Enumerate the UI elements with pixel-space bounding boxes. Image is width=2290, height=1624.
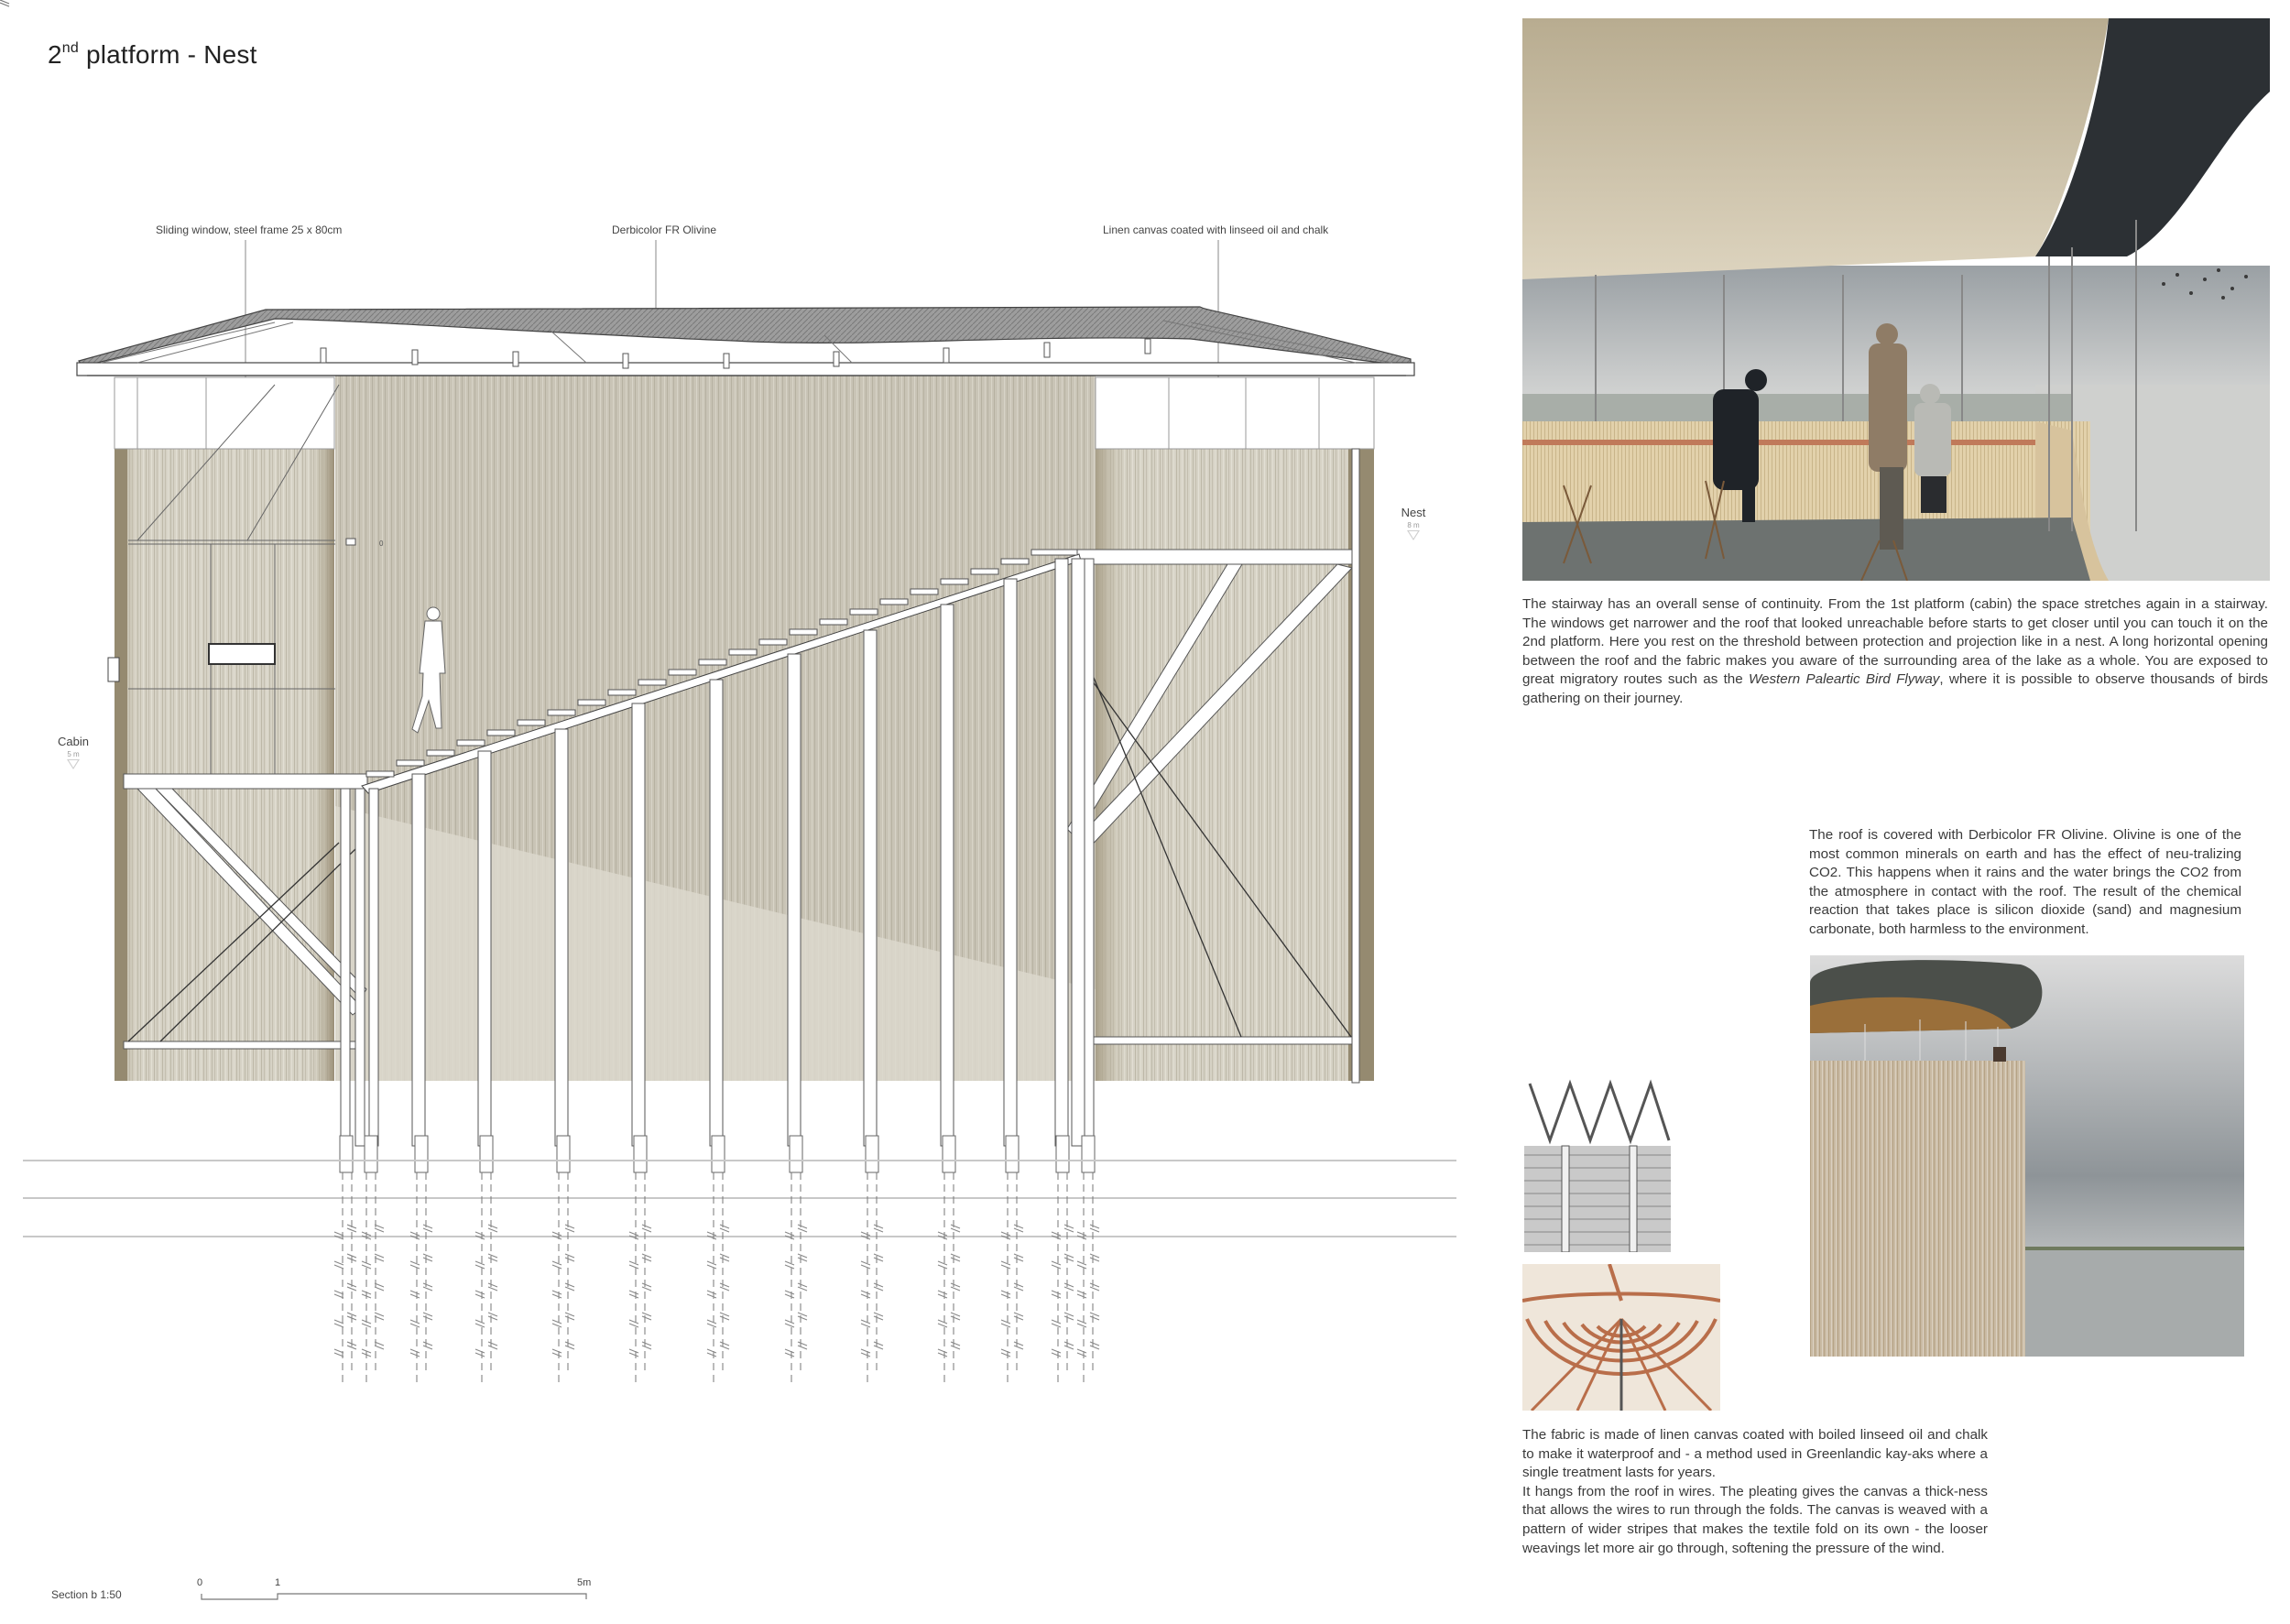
level-name: Cabin (58, 735, 89, 748)
small-mark: 0 (379, 540, 384, 548)
paragraph-fabric-part-2: It hangs from the roof in wires. The pleating gives the canvas a thick-ness that allows the wires to run through the folds. The canvas is weaved with a pattern of wider stripes that makes the textile fold on its own - the looser weavings let more air go through, softening the pressure of the wind. (1522, 1483, 1988, 1556)
paragraph-stairway-text: The stairway has an overall sense of continuity. From the 1st platform (cabin) the space stretches again in a stairway. The windows get narrower and the roof that looked unreachable before starts to get closer until you can touch it on the 2nd platform. Here you rest on the threshold between protection and projection like in a nest. A long horizontal opening between the roof and the fabric makes you aware of the surrounding area of the lake as a whole. You are exposed to great migratory routes such as the (1522, 596, 2268, 688)
photo-tower-exterior-render (1810, 955, 2244, 1357)
roof (77, 307, 1414, 376)
paragraph-stairway-italic: Western Paleartic Bird Flyway (1748, 671, 1940, 688)
paragraph-stairway (1522, 595, 2268, 709)
photo-kayak-frame-render (1522, 1264, 1720, 1411)
level-height: 5 m (67, 750, 80, 758)
sketch-pleat-render (1522, 1076, 1673, 1252)
scale-bar (202, 1594, 586, 1599)
paragraph-fabric-part-1: The fabric is made of linen canvas coated with boiled linseed oil and chalk to make it waterproof and - a method used in Greenlandic kay-aks where a single treatment lasts for years. (1522, 1427, 1988, 1481)
level-triangle-icon (1407, 530, 1420, 540)
sliding-window (209, 644, 275, 664)
paragraph-fabric (1522, 1426, 1988, 1558)
photo-tower-exterior (1810, 955, 2244, 1357)
title-suffix: nd (61, 40, 79, 56)
ground-lines (23, 1161, 1456, 1237)
level-triangle-icon (67, 759, 80, 769)
paragraph-roof: The roof is covered with Derbicolor FR Olivine. Olivine is one of the most common minerals on earth and has the effect of neu-tralizing CO2. This happens when it rains and the water brings the CO2 from the atmosphere in contact with the roof. The result of the chemical reaction that takes place is silicon dioxide (sand) and magnesium carbonate, both harmless to the environment. (1809, 827, 2241, 937)
section-scale-label: Section b 1:50 (51, 1588, 122, 1601)
paragraph-stairway-text-end: , where it is possible to observe thousands of birds gathering on their journey. (1522, 671, 2268, 706)
title-text: platform - Nest (78, 40, 257, 69)
sketch-pleat (1522, 1076, 1673, 1252)
level-marker-cabin (50, 735, 96, 769)
annotation-sliding-window: Sliding window, steel frame 25 x 80cm (156, 223, 343, 236)
level-marker-nest (1390, 506, 1436, 540)
photo-nest-interior-render (1522, 18, 2270, 581)
level-name: Nest (1401, 506, 1426, 519)
scale-tick-5m: 5m (577, 1577, 592, 1588)
annotation-roof-material: Derbicolor FR Olivine (612, 223, 717, 236)
scale-tick-0: 0 (197, 1577, 203, 1588)
scale-tick-1: 1 (275, 1577, 281, 1588)
title-number: 2 (48, 40, 62, 69)
photo-nest-interior (1522, 18, 2270, 581)
screw-helices (0, 0, 22, 6)
level-height: 8 m (1407, 521, 1420, 529)
annotation-linen-canvas: Linen canvas coated with linseed oil and chalk (1103, 223, 1329, 236)
photo-kayak-frame (1522, 1264, 1720, 1411)
